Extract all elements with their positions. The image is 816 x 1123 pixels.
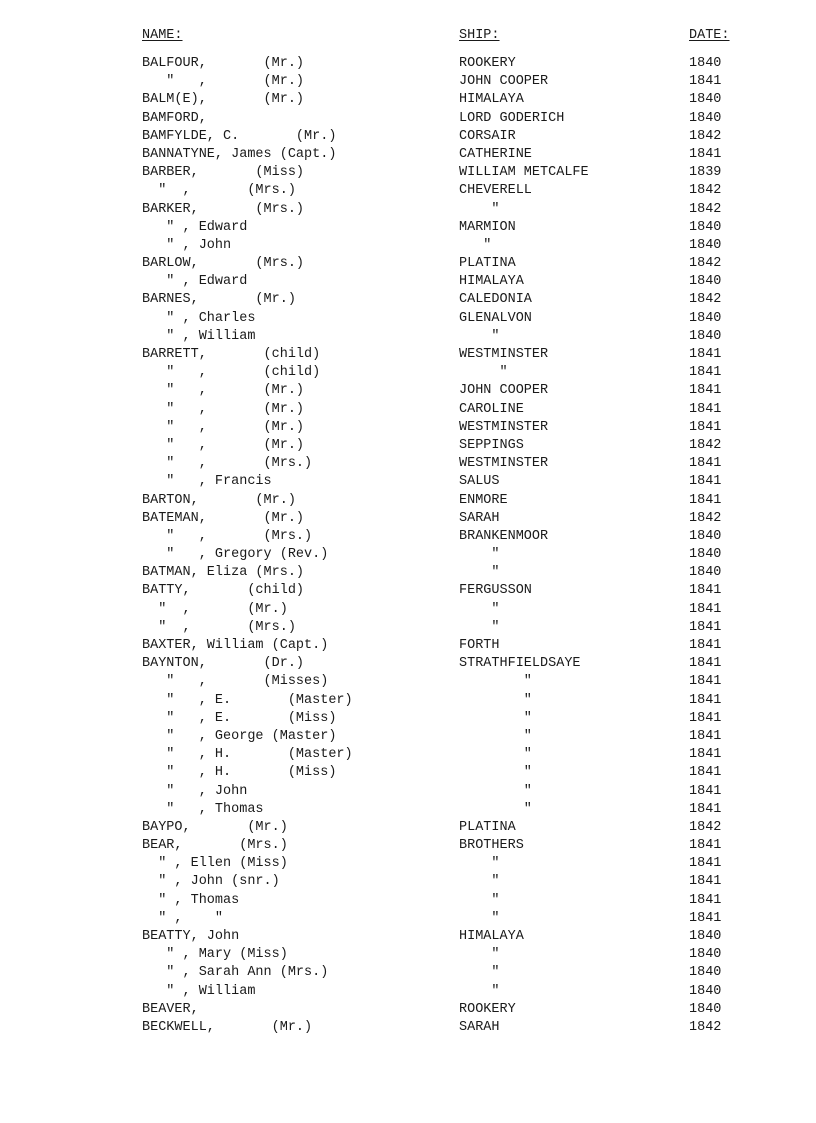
passenger-row [0,873,816,891]
passenger-row [0,728,816,746]
ship-name: " [459,237,492,253]
arrival-date: 1840 [689,328,722,344]
arrival-date: 1841 [689,601,722,617]
passenger-row [0,601,816,619]
passenger-name: BALM(E), (Mr.) [142,92,305,108]
passenger-name: " , Edward [142,219,248,235]
ship-name: GLENALVON [459,310,532,326]
ship-name: CATHERINE [459,146,532,162]
passenger-row [0,346,816,364]
passenger-name: BARKER, (Mrs.) [142,201,305,217]
ship-name: PLATINA [459,256,516,272]
arrival-date: 1841 [689,838,722,854]
arrival-date: 1840 [689,219,722,235]
ship-name: " [459,619,500,635]
passenger-name: BAYNTON, (Dr.) [142,656,305,672]
arrival-date: 1840 [689,528,722,544]
arrival-date: 1841 [689,674,722,690]
passenger-row [0,673,816,691]
passenger-row [0,710,816,728]
passenger-name: " , (Mr.) [142,601,288,617]
passenger-row [0,455,816,473]
passenger-row [0,73,816,91]
passenger-name: " , Sarah Ann (Mrs.) [142,965,329,981]
passenger-row [0,892,816,910]
ship-name: " [459,692,532,708]
passenger-name: BAMFORD, [142,110,207,126]
passenger-name: BEAVER, [142,1001,199,1017]
ship-name: " [459,856,500,872]
passenger-name: " , Francis [142,474,272,490]
passenger-name: " , (Mr.) [142,74,305,90]
passenger-row [0,692,816,710]
arrival-date: 1841 [689,419,722,435]
passenger-row [0,91,816,109]
passenger-name: BANNATYNE, James (Capt.) [142,146,337,162]
ship-name: HIMALAYA [459,92,524,108]
ship-name: HIMALAYA [459,274,524,290]
arrival-date: 1842 [689,128,722,144]
passenger-name: " , H. (Miss) [142,765,337,781]
passenger-row [0,291,816,309]
passenger-row [0,637,816,655]
ship-name: ENMORE [459,492,508,508]
ship-name: " [459,947,500,963]
passenger-name: BEAR, (Mrs.) [142,838,288,854]
arrival-date: 1842 [689,183,722,199]
passenger-row [0,764,816,782]
ship-name: " [459,910,500,926]
ship-name: WILLIAM METCALFE [459,165,589,181]
passenger-name: " , (Misses) [142,674,329,690]
passenger-row [0,983,816,1001]
passenger-row [0,110,816,128]
ship-name: FORTH [459,638,500,653]
arrival-date: 1840 [689,1001,722,1017]
ship-name: " [459,601,500,617]
ship-name: SALUS [459,474,500,490]
passenger-name: BARNES, (Mr.) [142,292,296,308]
passenger-list [0,55,816,1037]
passenger-name: " , Gregory (Rev.) [142,547,329,563]
arrival-date: 1841 [689,856,722,872]
passenger-name: BATEMAN, (Mr.) [142,510,305,526]
passenger-row [0,273,816,291]
passenger-name: " , E. (Miss) [142,710,337,726]
ship-column-header: SHIP: [459,28,500,43]
arrival-date: 1841 [689,710,722,726]
ship-name: JOHN COOPER [459,74,549,90]
arrival-date: 1841 [689,492,722,508]
arrival-date: 1840 [689,547,722,563]
passenger-row [0,437,816,455]
passenger-row [0,928,816,946]
ship-name: " [459,983,500,999]
arrival-date: 1841 [689,910,722,926]
passenger-name: " , William [142,983,256,999]
passenger-row [0,128,816,146]
passenger-name: BATTY, (child) [142,583,305,599]
passenger-row [0,783,816,801]
arrival-date: 1841 [689,383,722,399]
ship-name: " [459,783,532,799]
arrival-date: 1841 [689,765,722,781]
passenger-row [0,255,816,273]
passenger-name: " , Charles [142,310,256,326]
arrival-date: 1841 [689,747,722,763]
passenger-row [0,382,816,400]
passenger-name: " , (Mrs.) [142,619,296,635]
passenger-row [0,219,816,237]
ship-name: BRANKENMOOR [459,528,549,544]
passenger-name: " , (Mr.) [142,401,305,417]
ship-name: SARAH [459,1019,500,1035]
passenger-name: " , (Mrs.) [142,183,296,199]
passenger-name: " , (child) [142,365,321,381]
passenger-name: BAYPO, (Mr.) [142,819,288,835]
arrival-date: 1841 [689,347,722,362]
passenger-row [0,546,816,564]
passenger-row [0,964,816,982]
ship-name: " [459,728,532,744]
passenger-row [0,528,816,546]
ship-name: HIMALAYA [459,929,524,944]
ship-name: FERGUSSON [459,583,532,599]
ship-name: " [459,365,508,381]
arrival-date: 1840 [689,947,722,963]
ship-name: BROTHERS [459,838,524,854]
passenger-row [0,564,816,582]
arrival-date: 1841 [689,456,722,472]
ship-name: WESTMINSTER [459,419,549,435]
passenger-name: " , George (Master) [142,728,337,744]
ship-name: PLATINA [459,819,516,835]
passenger-name: " , (Mr.) [142,437,305,453]
ship-name: " [459,674,532,690]
passenger-row [0,819,816,837]
passenger-row [0,1019,816,1037]
ship-name: MARMION [459,219,516,235]
arrival-date: 1841 [689,656,722,672]
ship-name: JOHN COOPER [459,383,549,399]
arrival-date: 1841 [689,583,722,599]
arrival-date: 1841 [689,365,722,381]
ship-name: " [459,801,532,817]
passenger-row [0,164,816,182]
passenger-row [0,201,816,219]
ship-name: " [459,710,532,726]
ship-name: ROOKERY [459,56,516,71]
arrival-date: 1840 [689,274,722,290]
passenger-row [0,364,816,382]
passenger-name: " , Thomas [142,801,264,817]
passenger-name: BARLOW, (Mrs.) [142,256,305,272]
column-header-row [0,28,816,48]
arrival-date: 1840 [689,929,722,944]
ship-name: ROOKERY [459,1001,516,1017]
passenger-row [0,910,816,928]
arrival-date: 1841 [689,783,722,799]
passenger-row [0,855,816,873]
arrival-date: 1840 [689,983,722,999]
arrival-date: 1841 [689,801,722,817]
passenger-name: " , Mary (Miss) [142,947,288,963]
arrival-date: 1842 [689,510,722,526]
arrival-date: 1842 [689,819,722,835]
passenger-name: " , William [142,328,256,344]
passenger-name: BARBER, (Miss) [142,165,305,181]
arrival-date: 1841 [689,619,722,635]
passenger-row [0,328,816,346]
arrival-date: 1842 [689,256,722,272]
ship-name: CHEVERELL [459,183,532,199]
passenger-name: " , John (snr.) [142,874,280,890]
arrival-date: 1842 [689,201,722,217]
passenger-row [0,1001,816,1019]
arrival-date: 1840 [689,565,722,581]
arrival-date: 1841 [689,474,722,490]
ship-name: " [459,765,532,781]
passenger-name: " , E. (Master) [142,692,353,708]
ship-name: " [459,965,500,981]
passenger-name: BARTON, (Mr.) [142,492,296,508]
ship-name: SARAH [459,510,500,526]
arrival-date: 1842 [689,292,722,308]
passenger-row [0,946,816,964]
passenger-name: " , (Mrs.) [142,528,313,544]
passenger-row [0,401,816,419]
arrival-date: 1841 [689,692,722,708]
passenger-name: " , (Mr.) [142,419,305,435]
passenger-name: " , John [142,237,232,253]
arrival-date: 1841 [689,728,722,744]
arrival-date: 1840 [689,110,722,126]
passenger-row [0,310,816,328]
arrival-date: 1841 [689,638,722,653]
passenger-name: BECKWELL, (Mr.) [142,1019,313,1035]
passenger-row [0,492,816,510]
passenger-row [0,182,816,200]
arrival-date: 1840 [689,965,722,981]
ship-name: " [459,874,500,890]
passenger-name: BEATTY, John [142,929,240,944]
passenger-name: BATMAN, Eliza (Mrs.) [142,565,305,581]
arrival-date: 1840 [689,237,722,253]
passenger-row [0,237,816,255]
passenger-row [0,473,816,491]
ship-name: " [459,892,500,908]
ship-name: WESTMINSTER [459,347,549,362]
passenger-row [0,510,816,528]
ship-name: " [459,201,500,217]
arrival-date: 1841 [689,146,722,162]
arrival-date: 1840 [689,56,722,71]
passenger-row [0,746,816,764]
ship-name: " [459,747,532,763]
passenger-name: BAMFYLDE, C. (Mr.) [142,128,337,144]
passenger-name: " , (Mr.) [142,383,305,399]
ship-name: " [459,565,500,581]
passenger-name: " , " [142,910,224,926]
ship-name: LORD GODERICH [459,110,565,126]
date-column-header: DATE: [689,28,730,43]
arrival-date: 1842 [689,437,722,453]
arrival-date: 1840 [689,310,722,326]
passenger-name: BARRETT, (child) [142,347,321,362]
passenger-row [0,801,816,819]
ship-name: SEPPINGS [459,437,524,453]
ship-name: " [459,547,500,563]
ship-name: STRATHFIELDSAYE [459,656,581,672]
passenger-name: BALFOUR, (Mr.) [142,56,305,71]
passenger-row [0,55,816,73]
ship-name: CAROLINE [459,401,524,417]
arrival-date: 1841 [689,874,722,890]
passenger-row [0,146,816,164]
ship-name: " [459,328,500,344]
arrival-date: 1839 [689,165,722,181]
ship-name: WESTMINSTER [459,456,549,472]
passenger-name: " , John [142,783,248,799]
passenger-row [0,837,816,855]
arrival-date: 1841 [689,74,722,90]
passenger-row [0,655,816,673]
name-column-header: NAME: [142,28,183,43]
passenger-name: " , H. (Master) [142,747,353,763]
ship-name: CALEDONIA [459,292,532,308]
arrival-date: 1841 [689,892,722,908]
passenger-name: " , Edward [142,274,248,290]
passenger-row [0,619,816,637]
passenger-row [0,582,816,600]
passenger-name: BAXTER, William (Capt.) [142,638,329,653]
arrival-date: 1842 [689,1019,722,1035]
arrival-date: 1840 [689,92,722,108]
passenger-row [0,419,816,437]
passenger-name: " , Thomas [142,892,240,908]
passenger-name: " , Ellen (Miss) [142,856,288,872]
passenger-name: " , (Mrs.) [142,456,313,472]
ship-name: CORSAIR [459,128,516,144]
arrival-date: 1841 [689,401,722,417]
